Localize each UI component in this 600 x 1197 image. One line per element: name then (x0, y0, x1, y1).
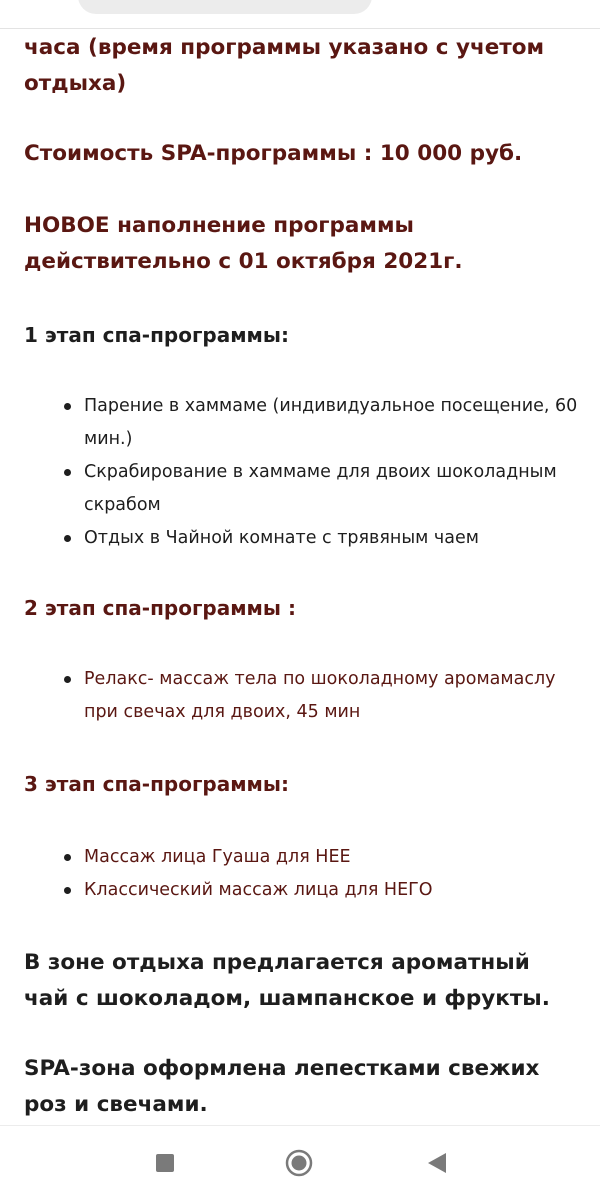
stage3-list (24, 841, 580, 907)
square-icon (156, 1154, 174, 1172)
bullet-icon (64, 535, 71, 542)
address-bar[interactable] (78, 0, 372, 14)
stage2-list (24, 663, 580, 729)
stage2-heading: 2 этап спа-программы : (24, 596, 296, 620)
browser-top-bar (0, 0, 600, 29)
system-nav-bar (0, 1125, 600, 1197)
decor-text: SPA-зона оформлена лепестками свежих роз и свечами. (24, 1056, 540, 1117)
list-item: Массаж лица Гуаша для НЕЕ (84, 841, 580, 874)
bullet-icon (64, 403, 71, 410)
bullet-icon (64, 887, 71, 894)
page-content (24, 30, 580, 1123)
new-content-text: НОВОЕ наполнение программы действительно с 01 октября 2021г. (24, 213, 463, 274)
list-item: Релакс- массаж тела по шоколадному аромамаслу при свечах для двоих, 45 мин (84, 663, 580, 729)
time-note-text: часа (время программы указано с учетом отдыха) (24, 35, 545, 96)
bullet-icon (64, 469, 71, 476)
stage1-heading: 1 этап спа-программы: (24, 323, 289, 347)
stage3-heading: 3 этап спа-программы: (24, 772, 289, 796)
bullet-icon (64, 676, 71, 683)
list-item: Парение в хаммаме (индивидуальное посещение, 60 мин.) (84, 390, 580, 456)
stage1-list (24, 390, 580, 555)
list-item: Скрабирование в хаммаме для двоих шоколадным скрабом (84, 456, 580, 522)
circle-home-icon (285, 1149, 313, 1177)
back-button[interactable] (420, 1146, 456, 1182)
relax-zone-text: В зоне отдыха предлагается ароматный чай с шоколадом, шампанское и фрукты. (24, 950, 550, 1011)
list-item: Классический массаж лица для НЕГО (84, 874, 580, 907)
recents-button[interactable] (148, 1146, 184, 1182)
list-item: Отдых в Чайной комнате с трявяным чаем (84, 522, 580, 555)
bullet-icon (64, 854, 71, 861)
triangle-back-icon (428, 1153, 446, 1173)
price-text: Стоимость SPA-программы : 10 000 руб. (24, 141, 523, 166)
home-button[interactable] (282, 1146, 318, 1182)
